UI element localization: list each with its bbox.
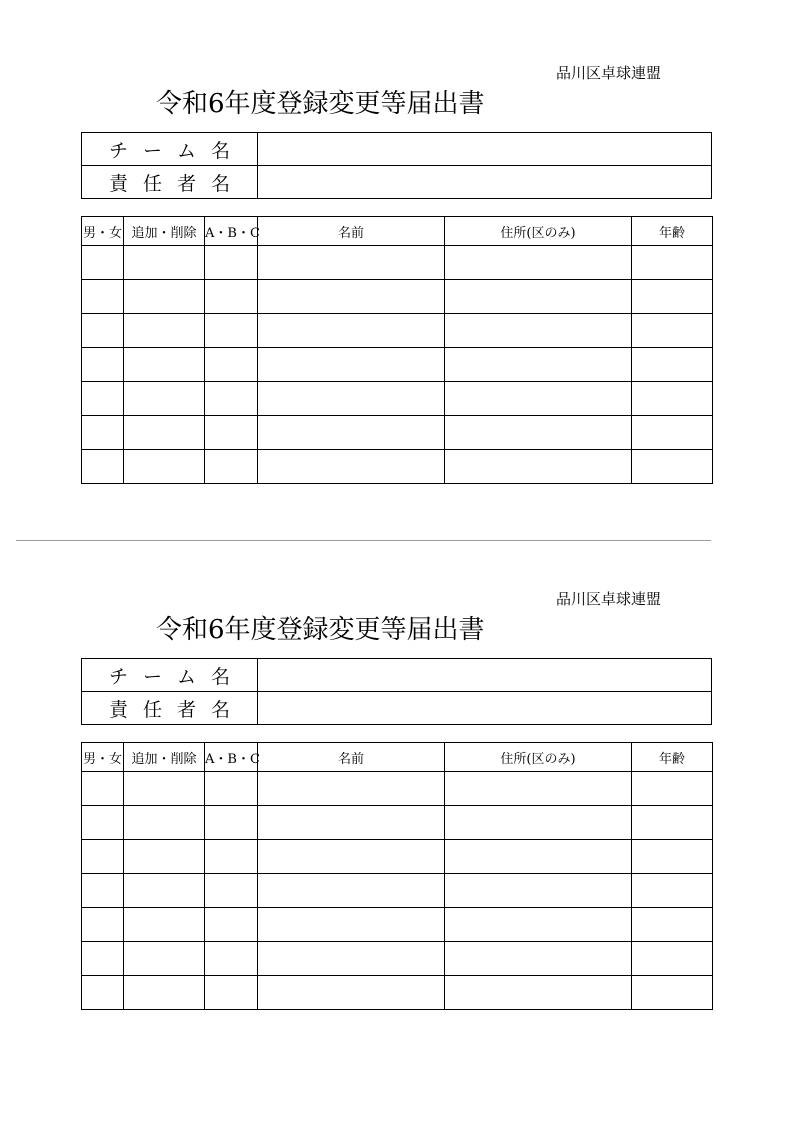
roster-row bbox=[82, 806, 713, 840]
name-cell[interactable] bbox=[258, 416, 445, 450]
class-cell[interactable] bbox=[205, 348, 258, 382]
gender-cell[interactable] bbox=[82, 280, 124, 314]
add-remove-cell[interactable] bbox=[124, 450, 205, 484]
gender-cell[interactable] bbox=[82, 840, 124, 874]
address-cell[interactable] bbox=[445, 314, 632, 348]
add-remove-cell[interactable] bbox=[124, 840, 205, 874]
form-title: 令和6年度登録変更等届出書 bbox=[156, 615, 485, 645]
address-cell[interactable] bbox=[445, 840, 632, 874]
column-header-name: 名前 bbox=[258, 743, 445, 772]
age-cell[interactable] bbox=[632, 314, 713, 348]
gender-cell[interactable] bbox=[82, 806, 124, 840]
class-cell[interactable] bbox=[205, 908, 258, 942]
column-header-age: 年齢 bbox=[632, 217, 713, 246]
name-cell[interactable] bbox=[258, 382, 445, 416]
roster-row bbox=[82, 280, 713, 314]
address-cell[interactable] bbox=[445, 280, 632, 314]
address-cell[interactable] bbox=[445, 348, 632, 382]
name-cell[interactable] bbox=[258, 246, 445, 280]
age-cell[interactable] bbox=[632, 942, 713, 976]
age-cell[interactable] bbox=[632, 382, 713, 416]
class-cell[interactable] bbox=[205, 840, 258, 874]
age-cell[interactable] bbox=[632, 806, 713, 840]
add-remove-cell[interactable] bbox=[124, 976, 205, 1010]
column-header-name: 名前 bbox=[258, 217, 445, 246]
age-cell[interactable] bbox=[632, 416, 713, 450]
column-header-add-remove: 追加・削除 bbox=[124, 743, 205, 772]
member-roster-table bbox=[81, 216, 713, 484]
column-header-gender: 男・女 bbox=[82, 217, 124, 246]
add-remove-cell[interactable] bbox=[124, 908, 205, 942]
address-cell[interactable] bbox=[445, 416, 632, 450]
roster-row bbox=[82, 382, 713, 416]
roster-row bbox=[82, 416, 713, 450]
class-cell[interactable] bbox=[205, 314, 258, 348]
address-cell[interactable] bbox=[445, 450, 632, 484]
gender-cell[interactable] bbox=[82, 416, 124, 450]
roster-row bbox=[82, 246, 713, 280]
name-cell[interactable] bbox=[258, 314, 445, 348]
age-cell[interactable] bbox=[632, 772, 713, 806]
leader-name-label: 責任者名 bbox=[82, 692, 258, 725]
address-cell[interactable] bbox=[445, 382, 632, 416]
add-remove-cell[interactable] bbox=[124, 942, 205, 976]
gender-cell[interactable] bbox=[82, 976, 124, 1010]
name-cell[interactable] bbox=[258, 772, 445, 806]
add-remove-cell[interactable] bbox=[124, 348, 205, 382]
roster-row bbox=[82, 772, 713, 806]
class-cell[interactable] bbox=[205, 382, 258, 416]
name-cell[interactable] bbox=[258, 976, 445, 1010]
age-cell[interactable] bbox=[632, 348, 713, 382]
add-remove-cell[interactable] bbox=[124, 806, 205, 840]
age-cell[interactable] bbox=[632, 908, 713, 942]
age-cell[interactable] bbox=[632, 450, 713, 484]
column-header-class: A・B・C bbox=[205, 743, 258, 772]
age-cell[interactable] bbox=[632, 976, 713, 1010]
address-cell[interactable] bbox=[445, 908, 632, 942]
age-cell[interactable] bbox=[632, 246, 713, 280]
class-cell[interactable] bbox=[205, 280, 258, 314]
age-cell[interactable] bbox=[632, 840, 713, 874]
name-cell[interactable] bbox=[258, 840, 445, 874]
name-cell[interactable] bbox=[258, 908, 445, 942]
roster-row bbox=[82, 348, 713, 382]
column-header-gender: 男・女 bbox=[82, 743, 124, 772]
gender-cell[interactable] bbox=[82, 908, 124, 942]
gender-cell[interactable] bbox=[82, 314, 124, 348]
team-name-field[interactable] bbox=[258, 133, 712, 166]
gender-cell[interactable] bbox=[82, 382, 124, 416]
address-cell[interactable] bbox=[445, 772, 632, 806]
registration-form-bottom bbox=[0, 526, 794, 1026]
leader-name-field[interactable] bbox=[258, 692, 712, 725]
team-name-field[interactable] bbox=[258, 659, 712, 692]
roster-row bbox=[82, 976, 713, 1010]
class-cell[interactable] bbox=[205, 450, 258, 484]
form-title: 令和6年度登録変更等届出書 bbox=[156, 89, 485, 119]
column-header-class: A・B・C bbox=[205, 217, 258, 246]
roster-row bbox=[82, 450, 713, 484]
team-info-table bbox=[81, 658, 712, 725]
column-header-add-remove: 追加・削除 bbox=[124, 217, 205, 246]
address-cell[interactable] bbox=[445, 976, 632, 1010]
column-header-age: 年齢 bbox=[632, 743, 713, 772]
roster-row bbox=[82, 942, 713, 976]
leader-name-row bbox=[82, 166, 712, 199]
gender-cell[interactable] bbox=[82, 874, 124, 908]
gender-cell[interactable] bbox=[82, 450, 124, 484]
name-cell[interactable] bbox=[258, 348, 445, 382]
roster-body bbox=[82, 772, 713, 1010]
name-cell[interactable] bbox=[258, 806, 445, 840]
class-cell[interactable] bbox=[205, 976, 258, 1010]
add-remove-cell[interactable] bbox=[124, 314, 205, 348]
gender-cell[interactable] bbox=[82, 772, 124, 806]
organization-name: 品川区卓球連盟 bbox=[556, 590, 662, 608]
age-cell[interactable] bbox=[632, 280, 713, 314]
roster-row bbox=[82, 840, 713, 874]
gender-cell[interactable] bbox=[82, 942, 124, 976]
gender-cell[interactable] bbox=[82, 348, 124, 382]
name-cell[interactable] bbox=[258, 450, 445, 484]
registration-form-top bbox=[0, 0, 794, 500]
add-remove-cell[interactable] bbox=[124, 382, 205, 416]
add-remove-cell[interactable] bbox=[124, 280, 205, 314]
team-info-table bbox=[81, 132, 712, 199]
gender-cell[interactable] bbox=[82, 246, 124, 280]
leader-name-field[interactable] bbox=[258, 166, 712, 199]
name-cell[interactable] bbox=[258, 874, 445, 908]
organization-name: 品川区卓球連盟 bbox=[556, 64, 662, 82]
address-cell[interactable] bbox=[445, 874, 632, 908]
team-name-row bbox=[82, 133, 712, 166]
roster-row bbox=[82, 314, 713, 348]
add-remove-cell[interactable] bbox=[124, 874, 205, 908]
roster-header-row bbox=[82, 217, 713, 246]
name-cell[interactable] bbox=[258, 942, 445, 976]
class-cell[interactable] bbox=[205, 416, 258, 450]
name-cell[interactable] bbox=[258, 280, 445, 314]
age-cell[interactable] bbox=[632, 874, 713, 908]
add-remove-cell[interactable] bbox=[124, 246, 205, 280]
team-name-label: チーム名 bbox=[82, 659, 258, 692]
team-name-row bbox=[82, 659, 712, 692]
leader-name-row bbox=[82, 692, 712, 725]
class-cell[interactable] bbox=[205, 246, 258, 280]
roster-body bbox=[82, 246, 713, 484]
address-cell[interactable] bbox=[445, 942, 632, 976]
team-name-label: チーム名 bbox=[82, 133, 258, 166]
class-cell[interactable] bbox=[205, 806, 258, 840]
column-header-address: 住所(区のみ) bbox=[445, 217, 632, 246]
member-roster-table bbox=[81, 742, 713, 1010]
class-cell[interactable] bbox=[205, 874, 258, 908]
leader-name-label: 責任者名 bbox=[82, 166, 258, 199]
roster-row bbox=[82, 908, 713, 942]
column-header-address: 住所(区のみ) bbox=[445, 743, 632, 772]
roster-header-row bbox=[82, 743, 713, 772]
add-remove-cell[interactable] bbox=[124, 416, 205, 450]
add-remove-cell[interactable] bbox=[124, 772, 205, 806]
address-cell[interactable] bbox=[445, 246, 632, 280]
class-cell[interactable] bbox=[205, 942, 258, 976]
roster-row bbox=[82, 874, 713, 908]
class-cell[interactable] bbox=[205, 772, 258, 806]
address-cell[interactable] bbox=[445, 806, 632, 840]
